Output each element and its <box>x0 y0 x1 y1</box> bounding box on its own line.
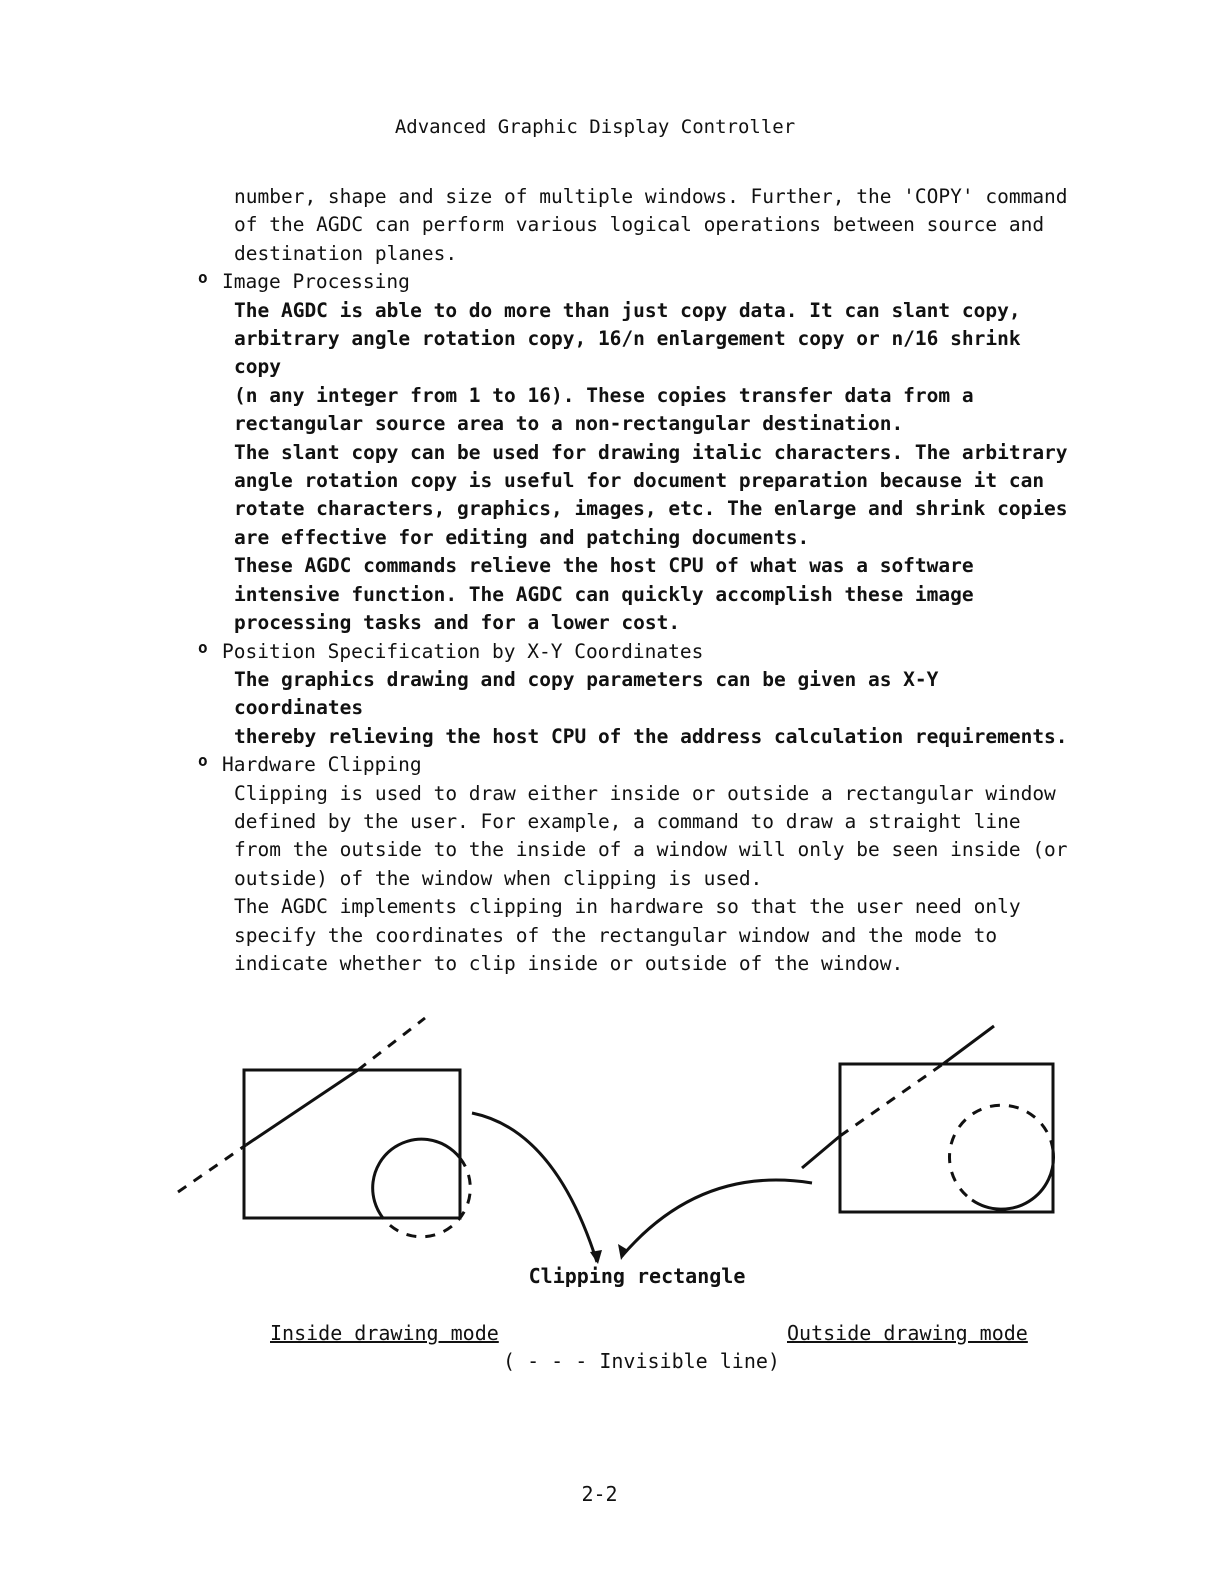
bullet-circle-icon: o <box>198 637 208 657</box>
intro-line-1: number, shape and size of multiple windows. Further, the 'COPY' command <box>234 185 1068 208</box>
section-paragraph: Clipping is used to draw either inside or outside a rectangular window defined by the user. For example, a command to draw a straight line from the outside to the inside of a window will only be seen inside (or outside) of the window when clipping is used. <box>234 781 1068 890</box>
inside-mode-label: Inside drawing mode <box>270 1321 499 1345</box>
section-paragraph: The slant copy can be used for drawing italic characters. The arbitrary angle rotation copy is useful for document preparation because it can rotate characters, graphics, images, etc. The enlarge and shrink copies are effective for editing and patching documents. <box>234 440 1068 549</box>
section-title: Hardware Clipping <box>222 753 422 777</box>
section-hardware-clipping <box>198 751 1076 779</box>
inside-mode-invisible-line-upper <box>358 1018 425 1070</box>
figure-caption: Clipping rectangle <box>528 1264 746 1288</box>
outside-mode-invisible-arc <box>949 1105 1053 1200</box>
intro-line-2: of the AGDC can perform various logical operations between source and <box>234 213 1045 237</box>
section-paragraph: The AGDC is able to do more than just copy data. It can slant copy, arbitrary angle rotation copy, 16/n enlargement copy or n/16 shrink copy (n any integer from 1 to 16). These copies transfer data from a rectangular source area to a non-rectangular destination. <box>234 298 1021 436</box>
outside-mode-visible-line-upper <box>943 1026 994 1064</box>
inside-mode-clipping-rectangle <box>244 1070 460 1218</box>
outside-mode-visible-arc <box>972 1150 1053 1209</box>
page-number: 2-2 <box>581 1482 618 1506</box>
section-title: Position Specification by X-Y Coordinates <box>222 639 704 663</box>
inside-mode-visible-arc <box>373 1139 460 1218</box>
inside-mode-invisible-arc <box>383 1158 470 1237</box>
section-paragraph: The graphics drawing and copy parameters can be given as X-Y coordinates thereby relieving the host CPU of the address calculation requirements. <box>234 667 1068 748</box>
arrowhead-right-icon <box>618 1244 628 1260</box>
clipping-diagram <box>160 1000 1090 1300</box>
intro-line-3: destination planes. <box>234 241 458 265</box>
inside-mode-visible-line <box>246 1070 358 1145</box>
section-image-processing <box>198 268 1076 296</box>
pointer-arrow-left <box>472 1113 597 1262</box>
outside-mode-visible-line-lower <box>802 1136 840 1168</box>
outside-mode-clipping-rectangle <box>840 1064 1053 1212</box>
section-paragraph: These AGDC commands relieve the host CPU of what was a software intensive function. The AGDC can quickly accomplish these image processing tasks and for a lower cost. <box>234 554 974 635</box>
section-title: Image Processing <box>222 270 410 294</box>
pointer-arrow-right <box>622 1180 812 1256</box>
intro-paragraph <box>234 183 1076 268</box>
body-text <box>196 183 1076 978</box>
section-paragraph: The AGDC implements clipping in hardware so that the user need only specify the coordinates of the rectangular window and the mode to indicate whether to clip inside or outside of the window. <box>234 895 1021 975</box>
page-header: Advanced Graphic Display Controller <box>394 116 796 138</box>
outside-mode-invisible-line <box>840 1064 943 1136</box>
inside-mode-invisible-line-lower <box>178 1145 246 1192</box>
figure-legend: ( - - - Invisible line) <box>503 1349 780 1373</box>
section-position-specification <box>198 637 1076 666</box>
bullet-circle-icon: o <box>198 268 208 288</box>
bullet-circle-icon: o <box>198 751 208 771</box>
outside-mode-label: Outside drawing mode <box>787 1321 1028 1345</box>
